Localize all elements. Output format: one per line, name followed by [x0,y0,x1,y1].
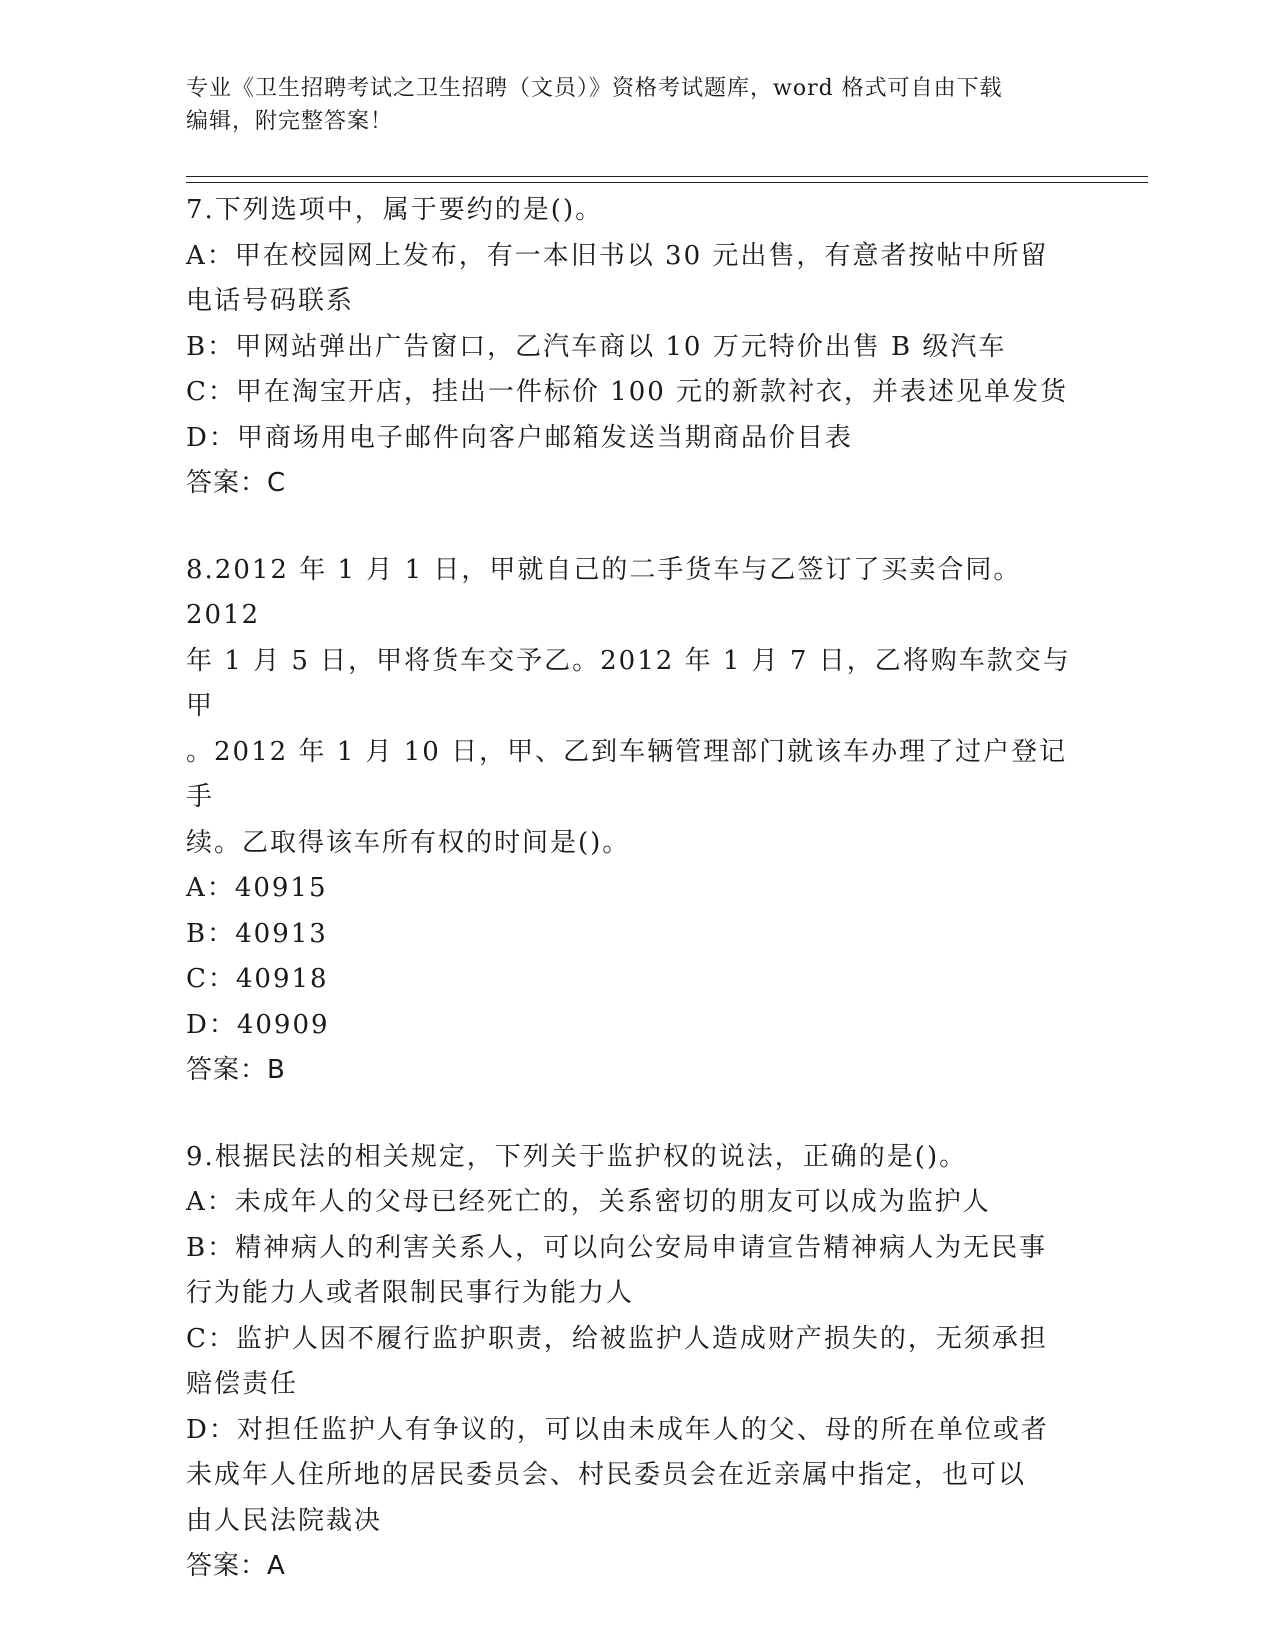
option-a [186,1180,1086,1226]
option-b [186,325,1086,371]
option-text: D：甲商场用电子邮件向客户邮箱发送当期商品价目表 [186,422,853,453]
question-8 [186,548,1086,1094]
option-text: 行为能力人或者限制民事行为能力人 [186,1278,635,1308]
option-text: B：40913 [186,918,328,949]
question-list [186,188,1086,1631]
option-text: 由人民法院裁决 [186,1505,383,1536]
header-rule-bottom [186,182,1148,183]
option-d [186,1408,1086,1545]
answer: 答案：C [186,468,287,498]
option-text: A：甲在校园网上发布，有一本旧书以 30 元出售，有意者按帖中所留 [186,240,1049,271]
option-a [186,866,1086,912]
option-c [186,957,1086,1003]
question-7 [186,188,1086,507]
document-header [186,72,1066,138]
option-a [186,234,1086,325]
option-text: C：40918 [186,964,329,994]
option-text: 未成年人住所地的居民委员会、村民委员会在近亲属中指定，也可以 [186,1460,1027,1490]
question-stem: 8.2012 年 1 月 1 日，甲就自己的二手货车与乙签订了买卖合同。2012 [186,554,1022,630]
header-line-1: 专业《卫生招聘考试之卫生招聘（文员）》资格考试题库，word 格式可自由下载 [186,76,1003,101]
option-text: A：40915 [186,873,328,903]
question-stem: 9.根据民法的相关规定，下列关于监护权的说法，正确的是()。 [186,1141,968,1172]
option-text: C：监护人因不履行监护职责，给被监护人造成财产损失的，无须承担 [186,1323,1048,1354]
option-d [186,416,1086,462]
option-b [186,1226,1086,1317]
question-stem: 年 1 月 5 日，甲将货车交予乙。2012 年 1 月 7 日，乙将购车款交与甲 [186,645,1071,721]
option-d [186,1003,1086,1049]
header-line-2: 编辑，附完整答案！ [186,109,394,134]
question-stem: 。2012 年 1 月 10 日，甲、乙到车辆管理部门就该车办理了过户登记手 [186,736,1068,812]
question-stem: 7.下列选项中，属于要约的是()。 [186,195,604,225]
question-stem: 续。乙取得该车所有权的时间是()。 [186,827,631,858]
option-text: 赔偿责任 [186,1369,299,1399]
option-text: C：甲在淘宝开店，挂出一件标价 100 元的新款衬衣，并表述见单发货 [186,377,1069,407]
option-c [186,370,1086,416]
option-text: B：甲网站弹出广告窗口，乙汽车商以 10 万元特价出售 B 级汽车 [186,331,1007,362]
question-9 [186,1135,1086,1590]
option-text: A：未成年人的父母已经死亡的，关系密切的朋友可以成为监护人 [186,1187,991,1217]
option-text: 电话号码联系 [186,286,355,316]
option-text: D：40909 [186,1009,330,1040]
option-text: D：对担任监护人有争议的，可以由未成年人的父、母的所在单位或者 [186,1414,1049,1445]
header-rule-top [186,176,1148,177]
option-c [186,1317,1086,1408]
option-b [186,912,1086,958]
answer: 答案：B [186,1055,286,1085]
answer: 答案：A [186,1551,286,1581]
option-text: B：精神病人的利害关系人，可以向公安局申请宣告精神病人为无民事 [186,1232,1048,1263]
